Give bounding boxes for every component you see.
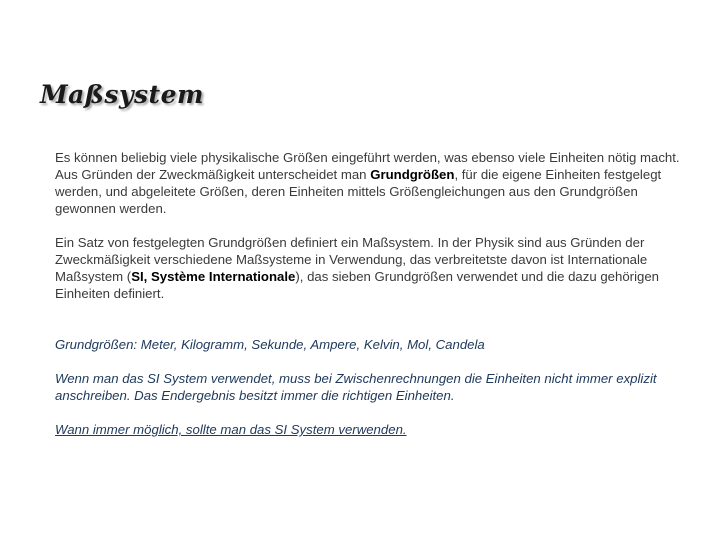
paragraph-1-text-end: , für die eigene Einheiten festgelegt werden, und abgeleitete Größen, deren Einheiten mittels Größengleichungen aus den Grundgrößen gewonnen werden. [55, 167, 662, 216]
paragraph-1-text-start: Es können beliebig viele physikalische Größen eingeführt werden, was ebenso viele Einheiten nötig macht. Aus Gründen der Zweckmäßigkeit unterscheidet man [55, 150, 680, 182]
base-units-list: Grundgrößen: Meter, Kilogramm, Sekunde, Ampere, Kelvin, Mol, Candela [55, 337, 485, 352]
paragraph-2-text-start: Ein Satz von festgelegten Grundgrößen definiert ein Maßsystem. In der Physik sind aus Gründen der Zweckmäßigkeit verschiedene Maßsysteme in Verwendung, das verbreitetste davon ist Internationale Maßsystem ( [55, 235, 648, 284]
si-recommendation-link[interactable]: Wann immer möglich, sollte man das SI System verwenden. [55, 422, 407, 437]
paragraph-base-quantities [55, 149, 695, 217]
slide-title: Maßsystem [40, 80, 204, 109]
paragraph-2-bold-term: SI, Système Internationale [131, 269, 296, 284]
paragraph-unit-system [55, 234, 695, 302]
paragraph-1-bold-term: Grundgrößen [370, 167, 455, 182]
paragraph-2-text-end: ), das sieben Grundgrößen verwendet und die dazu gehörigen Einheiten definiert. [55, 269, 660, 301]
si-usage-note: Wenn man das SI System verwendet, muss bei Zwischenrechnungen die Einheiten nicht immer explizit anschreiben. Das Endergebnis besitzt immer die richtigen Einheiten. [55, 371, 657, 403]
slide-content [55, 149, 695, 438]
